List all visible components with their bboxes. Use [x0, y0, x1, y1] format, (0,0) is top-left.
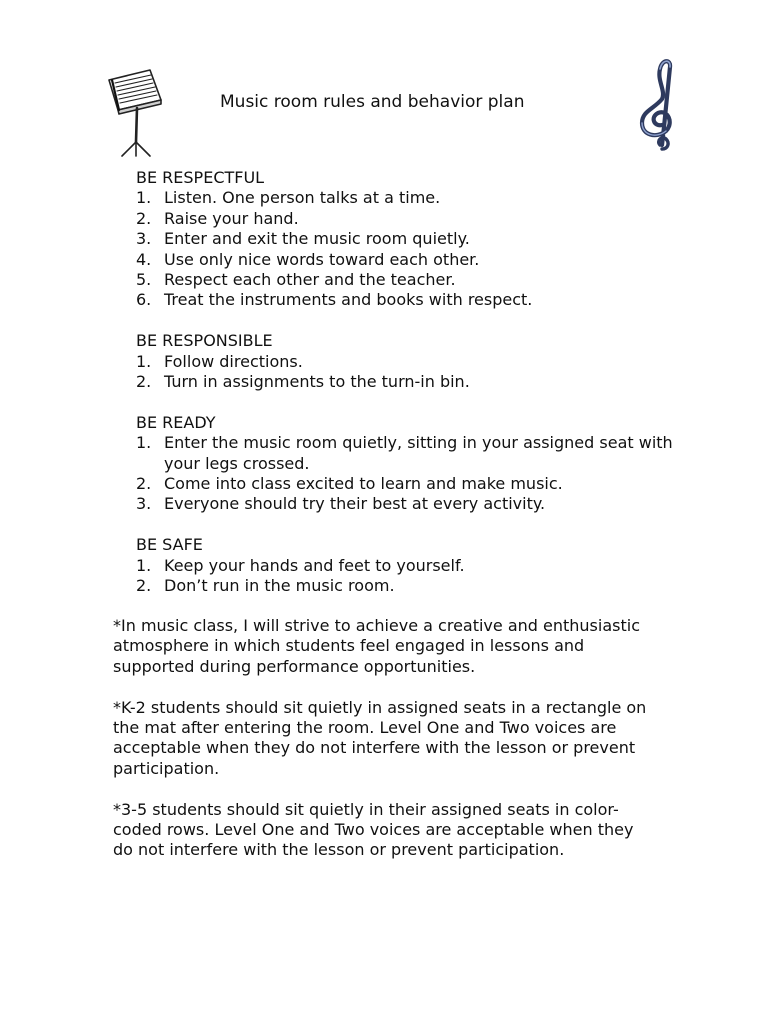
list-item	[136, 270, 696, 290]
section-be-responsible	[136, 331, 696, 392]
item-text: Use only nice words toward each other.	[164, 249, 480, 269]
rules-ordered-list	[136, 433, 696, 515]
item-text: Listen. One person talks at a time.	[164, 188, 441, 208]
list-item	[136, 372, 696, 392]
item-number: 1.	[136, 188, 152, 208]
item-number: 2.	[136, 208, 152, 228]
item-number: 2.	[136, 576, 152, 596]
item-number: 1.	[136, 433, 152, 453]
list-item	[136, 229, 696, 249]
section-be-safe	[136, 535, 696, 596]
note-paragraph: *In music class, I will strive to achieve a creative and enthusiastic atmosphere in which students feel engaged in lessons and supported during performance opportunities.	[113, 616, 640, 676]
item-number: 6.	[136, 290, 152, 310]
page-title: Music room rules and behavior plan	[220, 92, 525, 112]
list-item	[136, 188, 696, 208]
list-item	[136, 474, 696, 494]
item-text: Turn in assignments to the turn-in bin.	[164, 372, 470, 392]
list-item	[136, 250, 696, 270]
item-number: 3.	[136, 229, 152, 249]
note-paragraph: *K-2 students should sit quietly in assigned seats in a rectangle on the mat after entering the room. Level One and Two voices are acceptable when they do not interfere with the lesson or prevent participation.	[113, 697, 647, 778]
list-item	[136, 290, 696, 310]
rules-ordered-list	[136, 188, 696, 310]
music-stand-icon	[106, 66, 164, 158]
item-number: 5.	[136, 270, 152, 290]
item-text: Don’t run in the music room.	[164, 576, 395, 596]
item-number: 3.	[136, 494, 152, 514]
rules-list	[136, 168, 696, 617]
item-text: Raise your hand.	[164, 208, 299, 228]
list-item	[136, 433, 696, 474]
item-number: 2.	[136, 372, 152, 392]
item-number: 4.	[136, 249, 152, 269]
list-item	[136, 576, 696, 596]
item-text: Enter the music room quietly, sitting in your assigned seat with your legs crossed.	[164, 433, 673, 473]
section-heading: BE READY	[136, 412, 216, 432]
list-item	[136, 352, 696, 372]
section-heading: BE RESPECTFUL	[136, 168, 265, 187]
item-text: Everyone should try their best at every activity.	[164, 494, 546, 514]
item-number: 2.	[136, 474, 152, 494]
item-text: Follow directions.	[164, 351, 303, 371]
treble-clef-icon	[632, 57, 690, 155]
list-item	[136, 209, 696, 229]
section-be-ready	[136, 413, 696, 515]
section-be-respectful	[136, 168, 696, 311]
item-text: Come into class excited to learn and make music.	[164, 474, 563, 494]
item-text: Respect each other and the teacher.	[164, 270, 456, 290]
item-text: Treat the instruments and books with respect.	[164, 290, 533, 310]
list-item	[136, 556, 696, 576]
section-heading: BE SAFE	[136, 535, 203, 555]
rules-ordered-list	[136, 556, 696, 597]
rules-ordered-list	[136, 352, 696, 393]
note-paragraph: *3-5 students should sit quietly in their assigned seats in color-coded rows. Level One and Two voices are acceptable when they do not interfere with the lesson or prevent participation.	[113, 799, 634, 860]
section-heading: BE RESPONSIBLE	[136, 331, 273, 351]
item-text: Keep your hands and feet to yourself.	[164, 555, 465, 575]
item-text: Enter and exit the music room quietly.	[164, 229, 470, 249]
notes	[113, 616, 653, 881]
item-number: 1.	[136, 351, 152, 371]
item-number: 1.	[136, 555, 152, 575]
list-item	[136, 494, 696, 514]
